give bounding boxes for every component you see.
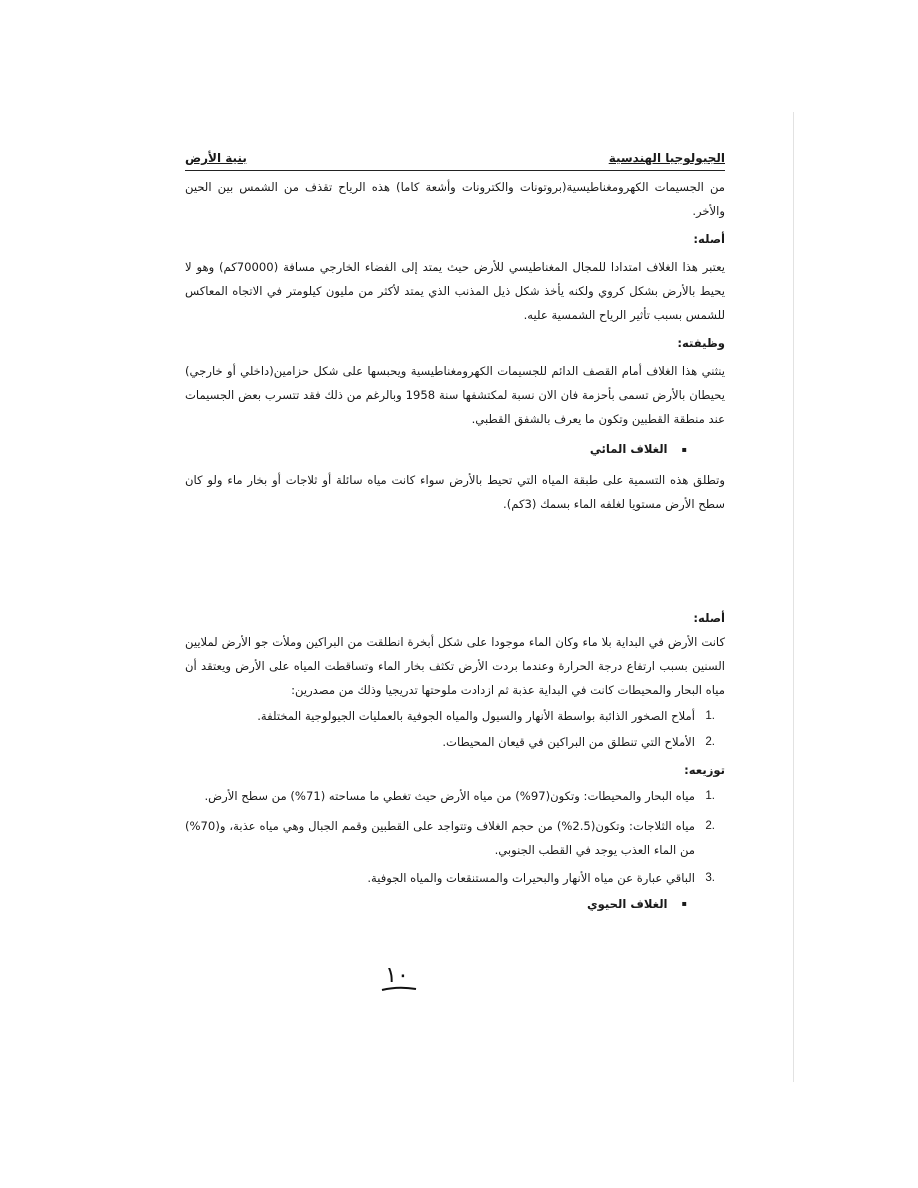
list-item [185,814,715,862]
hydrosphere-intro: وتطلق هذه التسمية على طبقة المياه التي تحيط بالأرض سواء كانت مياه سائلة أو ثلاجات أو بخار ماء ولو كان سطح الأرض مستويا لغلفه الماء بسمك (3كم). [185,472,725,511]
bullet-icon: ▪ [681,899,687,908]
function-heading: وظيفته: [677,336,725,350]
page-number [378,960,420,996]
intro-paragraph: من الجسيمات الكهرومغناطيسية(بروتونات والكترونات وأشعة كاما) هذه الرياح تقذف من الشمس بين الحين والأخر. [185,180,725,218]
origin-heading-2: أصله: [693,610,725,625]
origin-heading-1: أصله: [693,232,725,246]
list-number: 2. [705,818,715,832]
list-text: الباقي عبارة عن مياه الأنهار والبحيرات والمستنقعات والمياه الجوفية. [367,870,695,885]
page-number-underline [382,988,416,990]
bullet-icon: ▪ [681,444,687,454]
sources-list [185,704,725,754]
scan-edge-line [793,112,794,1082]
list-item [185,730,715,754]
origin-paragraph-1: يعتبر هذا الغلاف امتدادا للمجال المغناطيسي للأرض حيث يمتد إلى الفضاء الخارجي مسافة (70000كم) وهو لا يحيط بالأرض بشكل كروي ولكنه يأخذ شكل ذيل المذنب الذي يمتد لأكثر من مليون كيلومتر في الاتجاه المعاكس للشمس بسبب تأثير الرياح الشمسية عليه. [185,260,725,322]
document-page [185,146,725,916]
hydrosphere-title-row [185,437,725,462]
header-chapter: بنية الأرض [185,151,247,165]
list-text: مياه البحار والمحيطات: وتكون(97%) من مياه الأرض حيث تغطي ما مساحته (71%) من سطح الأرض. [204,788,695,803]
header-subject: الجيولوجيا الهندسية [608,151,725,165]
list-text: الأملاح التي تنطلق من البراكين في قيعان المحيطات. [442,734,695,749]
list-item [185,704,715,728]
list-item [185,866,715,890]
list-number: 1. [705,788,715,802]
list-number: 1. [705,708,715,722]
list-text: مياه الثلاجات: وتكون(2.5%) من حجم الغلاف وتتواجد على القطبين وقمم الجبال وهي مياه عذبة، و(70%) من الماء العذب يوجد في القطب الجنوبي. [185,818,695,857]
biosphere-title-row [185,892,725,917]
origin-paragraph-2: كانت الأرض في البداية بلا ماء وكان الماء موجودا على شكل أبخرة انطلقت من البراكين وملأت جو الأرض لملايين السنين بسبب ارتفاع درجة الحرارة وعندما بردت الأرض تكثف بخار الماء وتساقطت المياه على الأرض ويعتقد أن مياه البحار والمحيطات كانت في البداية عذبة ثم ازدادت ملوحتها تدريجيا وذلك من مصدرين: [185,634,725,697]
page-gap [185,516,725,602]
function-paragraph: ينثني هذا الغلاف أمام القصف الدائم للجسيمات الكهرومغناطيسية ويحبسها على شكل حزامين(داخلي أو خارجي) يحيطان بالأرض تسمى بأحزمة فان الان نسبة لمكتشفها سنة 1958 وبالرغم من ذلك فقد تتسرب بعض الجسيمات عند منطقة القطبين وتكون ما يعرف بالشفق القطبي. [185,364,725,426]
biosphere-title: الغلاف الحيوي [587,896,668,911]
list-item [185,784,715,808]
distribution-list [185,784,725,890]
hydrosphere-title: الغلاف المائي [589,442,668,456]
page-number-text: ١٠ [385,963,409,988]
list-number: 2. [705,734,715,748]
distribution-heading: توزيعه: [684,762,725,777]
list-number: 3. [705,870,715,884]
list-text: أملاح الصخور الذائبة بواسطة الأنهار والسيول والمياه الجوفية بالعمليات الجيولوجية المختلفة. [257,708,695,723]
page-header [185,146,725,171]
